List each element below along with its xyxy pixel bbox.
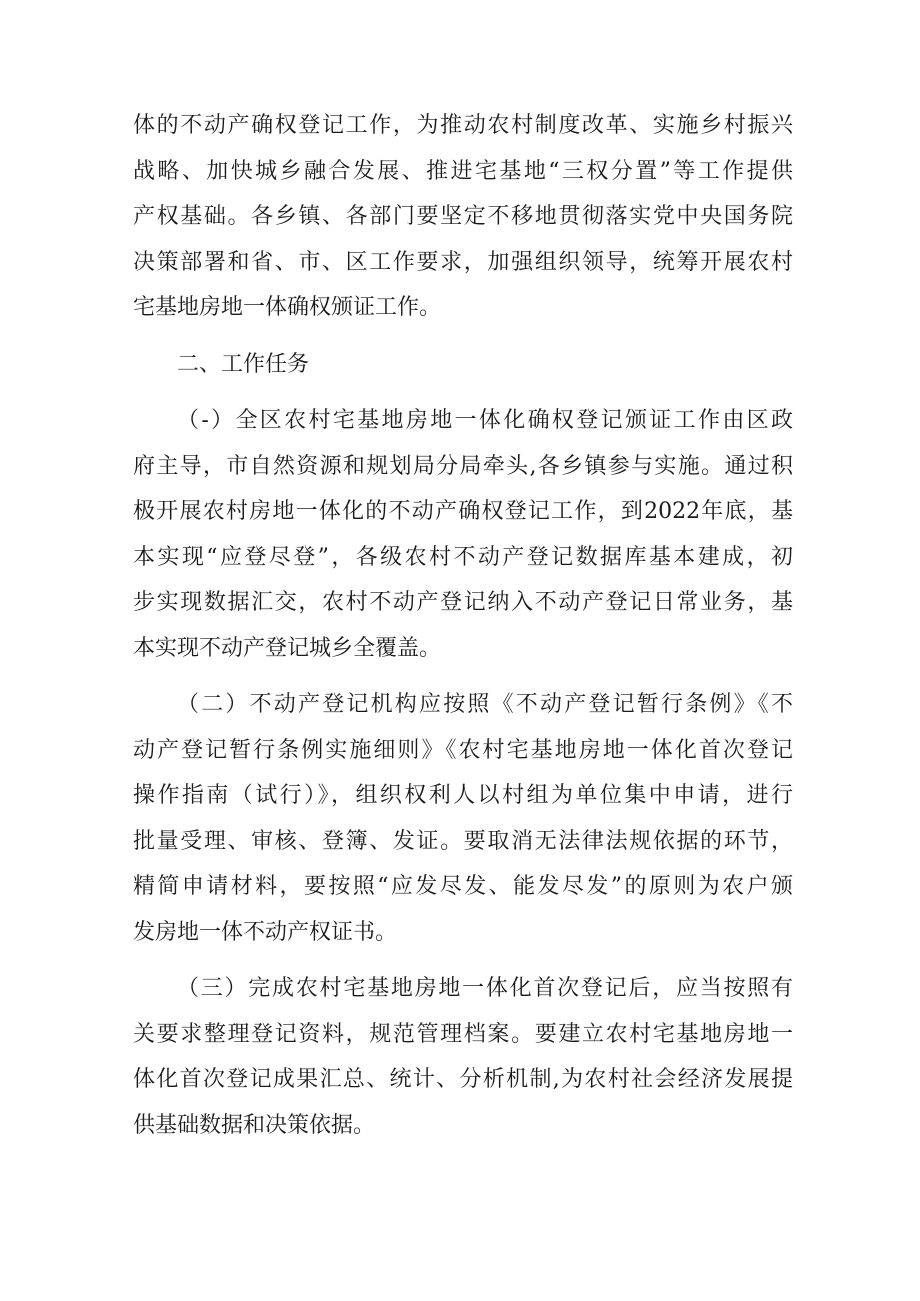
text-line: 步实现数据汇交，农村不动产登记纳入不动产登记日常业务，基: [133, 590, 793, 615]
text-line: 发房地一体不动产权证书。: [133, 919, 398, 945]
text-line: 供基础数据和决策依据。: [133, 1112, 376, 1138]
paragraph-item-2: [133, 682, 793, 955]
text-line: 宅基地房地一体确权颁证工作。: [133, 295, 442, 320]
text-line: 批量受理、审核、登簿、发证。要取消无法律法规依据的环节，: [133, 828, 793, 854]
text-line: （三）完成农村宅基地房地一体化首次登记后，应当按照有: [177, 976, 793, 1001]
text-line: 决策部署和省、市、区工作要求，加强组织领导，统筹开展农村: [133, 249, 793, 275]
paragraph-item-3: [133, 966, 793, 1148]
text-line: （二）不动产登记机构应按照《不动产登记暂行条例》《不: [177, 692, 793, 717]
text-line: 本实现不动产登记城乡全覆盖。: [133, 635, 442, 661]
text-line: 动产登记暂行条例实施细则》《农村宅基地房地一体化首次登记: [133, 737, 793, 763]
text-line: 产权基础。各乡镇、各部门要坚定不移地贯彻落实党中央国务院: [133, 204, 793, 229]
text-line: 本实现“应登尽登”，各级农村不动产登记数据库基本建成，初: [133, 544, 793, 570]
text-line: 极开展农村房地一体化的不动产确权登记工作，到2022年底，基: [133, 499, 793, 524]
paragraph-intro: [133, 103, 793, 331]
text-line: 战略、加快城乡融合发展、推进宅基地“三权分置”等工作提供: [133, 158, 793, 184]
section-heading: 二、工作任务: [177, 351, 310, 377]
document-body: [133, 103, 793, 1148]
text-line: 关要求整理登记资料，规范管理档案。要建立农村宅基地房地一: [133, 1021, 793, 1047]
text-line: （-）全区农村宅基地房地一体化确权登记颁证工作由区政: [177, 408, 793, 433]
text-line: 府主导，市自然资源和规划局分局牵头,各乡镇参与实施。通过积: [133, 453, 793, 479]
text-line: 体的不动产确权登记工作，为推动农村制度改革、实施乡村振兴: [133, 113, 793, 138]
text-line: 体化首次登记成果汇总、统计、分析机制,为农村社会经济发展提: [133, 1067, 793, 1092]
paragraph-item-1: [133, 398, 793, 671]
text-line: 精简申请材料，要按照“应发尽发、能发尽发”的原则为农户颁: [133, 874, 793, 899]
text-line: 操作指南（试行）》，组织权利人以村组为单位集中申请，进行: [133, 783, 793, 808]
